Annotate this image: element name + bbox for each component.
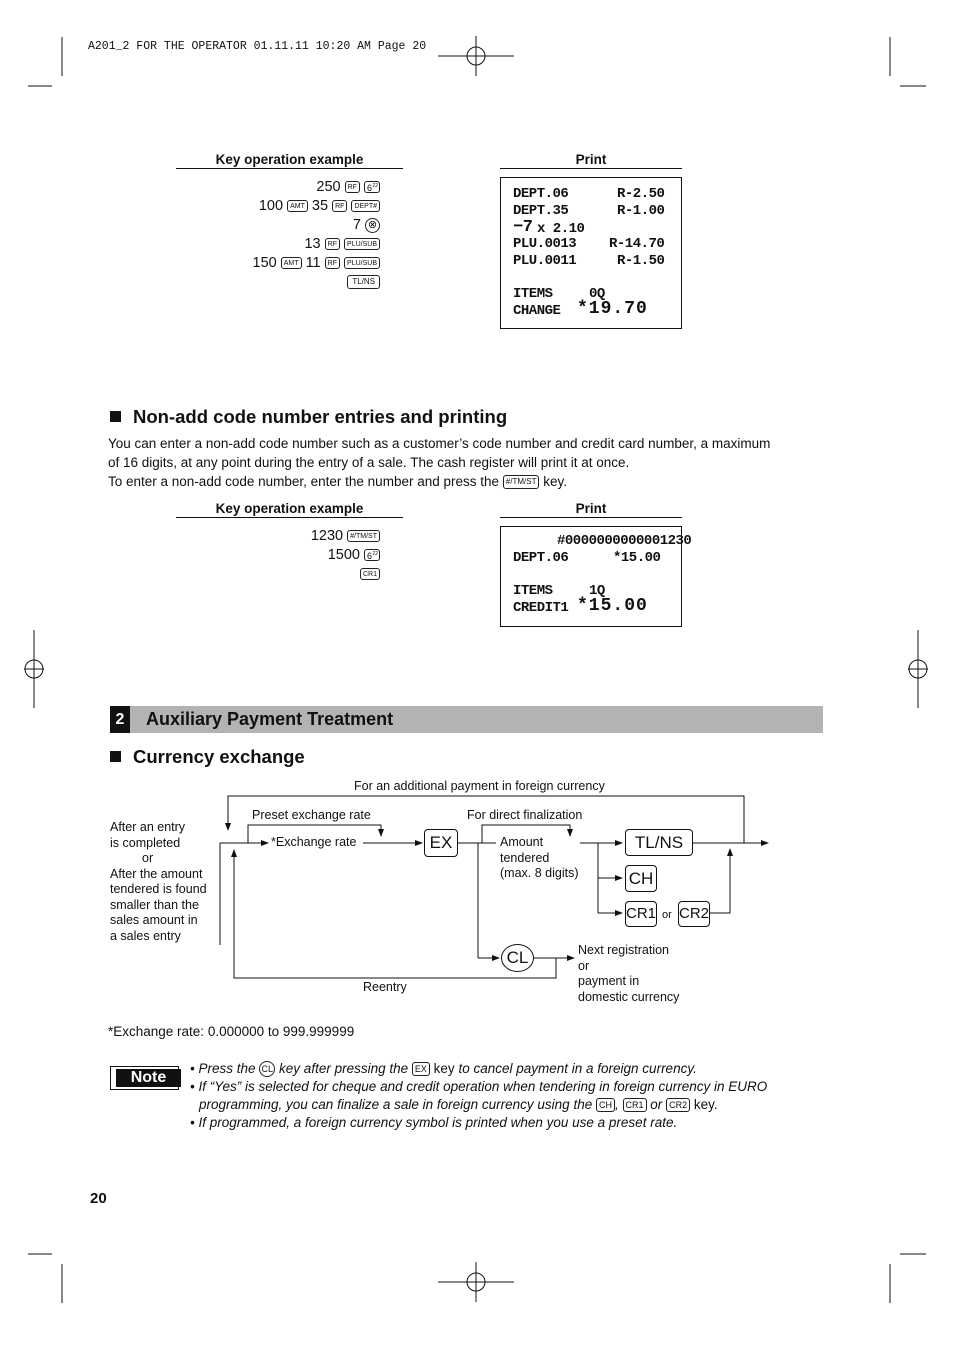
receipt-text: x 2.10	[537, 221, 585, 237]
receipt-text: ITEMS	[513, 583, 553, 599]
label-line: a sales entry	[110, 928, 181, 943]
dept-key: DEPT#	[351, 200, 380, 212]
ex-key: EX	[424, 829, 458, 857]
entry-number: 100	[258, 198, 284, 214]
entry-number: 11	[305, 255, 321, 271]
entry-number: 250	[316, 179, 341, 195]
note-text: or	[650, 1097, 663, 1112]
receipt-text: PLU.0013	[513, 236, 577, 252]
receipt-text: *15.00	[613, 550, 661, 566]
note-text: key after pressing the	[279, 1061, 409, 1076]
label-line: smaller than the	[110, 897, 199, 912]
paragraph-text: To enter a non-add code number, enter the number and press the	[108, 474, 500, 489]
receipt-text: 0Q	[589, 286, 605, 302]
label-line: tendered is found	[110, 882, 207, 896]
rf-key: RF	[325, 238, 340, 250]
label-line: Amount	[500, 835, 544, 849]
or-label: or	[662, 909, 672, 921]
receipt-text: CREDIT1	[513, 600, 569, 616]
cl-key-inline: CL	[259, 1061, 275, 1077]
cr1-key: CR1	[625, 901, 657, 927]
tm-st-key: #/TM/ST	[503, 475, 540, 489]
note-text: • Press the	[190, 1061, 256, 1076]
exchange-rate-footnote: *Exchange rate: 0.000000 to 999.999999	[108, 1024, 355, 1039]
note-label: Note	[116, 1069, 181, 1087]
page-number: 20	[90, 1190, 107, 1207]
receipt-total: *19.70	[577, 299, 648, 319]
label-line: (max. 8 digits)	[500, 866, 579, 880]
note-text: to cancel payment in a foreign currency.	[458, 1061, 697, 1076]
next-registration-label	[578, 943, 679, 1005]
receipt-text: CHANGE	[513, 303, 561, 319]
ex-key-inline: EX	[412, 1062, 430, 1076]
key-sup: 22	[372, 551, 378, 558]
amt-key: AMT	[287, 200, 308, 212]
tl-ns-key: TL/NS	[347, 275, 380, 289]
entry-number: 1230	[310, 528, 344, 544]
cr2-key: CR2	[678, 901, 710, 927]
note-list	[190, 1060, 767, 1132]
cr1-key: CR1	[360, 568, 380, 580]
entry-number: 7	[352, 217, 361, 233]
ch-key-inline: CH	[596, 1098, 615, 1112]
receipt-text: R-14.70	[609, 236, 665, 252]
receipt-text: 1Q	[589, 583, 605, 599]
amt-key: AMT	[281, 257, 302, 269]
note-text: programming, you can finalize a sale in foreign currency using the	[199, 1097, 593, 1112]
cr1-key-inline: CR1	[623, 1098, 647, 1112]
print-heading: Print	[500, 152, 682, 169]
section-title: Currency exchange	[133, 746, 305, 767]
key-operation-heading-2: Key operation example	[176, 501, 403, 518]
receipt-text: ITEMS	[513, 286, 553, 302]
label-line: payment in	[578, 974, 640, 988]
section-title-auxiliary: Auxiliary Payment Treatment	[146, 709, 394, 729]
tl-ns-key: TL/NS	[625, 829, 693, 856]
label-line: or	[578, 958, 590, 973]
entry-number: 13	[304, 236, 321, 252]
receipt-text: PLU.0011	[513, 253, 577, 269]
amount-tendered-label	[500, 835, 579, 882]
note-badge	[110, 1066, 179, 1090]
label-line: or	[142, 851, 154, 865]
receipt-text: DEPT.35	[513, 203, 569, 219]
receipt-text: R-2.50	[617, 186, 665, 202]
note-item-cont	[190, 1096, 767, 1114]
receipt-text: #0000000000001230	[557, 533, 692, 549]
paragraph-line: of 16 digits, at any point during the entry of a sale. The cash register will print it at once.	[108, 455, 630, 470]
receipt-total: *15.00	[577, 596, 648, 616]
print-heading-2: Print	[500, 501, 682, 518]
label-line: tendered	[500, 850, 550, 865]
direct-finalization-label: For direct finalization	[467, 808, 583, 822]
tm-st-key: #/TM/ST	[347, 530, 380, 542]
receipt-text: DEPT.06	[513, 186, 569, 202]
entry-number: 150	[252, 255, 277, 271]
entry-number: 1500	[327, 547, 360, 563]
preset-rate-label: Preset exchange rate	[252, 808, 371, 822]
label-line: After an entry	[110, 820, 186, 834]
additional-payment-label: For an additional payment in foreign currency	[354, 779, 605, 793]
label-line: After the amount	[110, 866, 203, 881]
multiply-key: ⊗	[365, 218, 380, 233]
cl-key: CL	[501, 944, 534, 972]
key-operation-heading: Key operation example	[176, 152, 403, 169]
plu-sub-key: PLU/SUB	[344, 257, 380, 269]
rf-key: RF	[332, 200, 347, 212]
cr2-key-inline: CR2	[666, 1098, 690, 1112]
paragraph-text: key.	[543, 474, 567, 489]
note-item: • If programmed, a foreign currency symbol is printed when you use a preset rate.	[190, 1115, 678, 1130]
note-text: key	[433, 1061, 455, 1076]
label-line: is completed	[110, 835, 181, 850]
exchange-rate-label: *Exchange rate	[271, 835, 357, 849]
note-text: key.	[693, 1097, 718, 1112]
rf-key: RF	[325, 257, 340, 269]
receipt-text: −7	[513, 218, 533, 237]
note-item	[190, 1060, 767, 1078]
plu-sub-key: PLU/SUB	[344, 238, 380, 250]
ch-key: CH	[625, 865, 657, 892]
receipt-text: DEPT.06	[513, 550, 569, 566]
after-entry-label	[110, 820, 207, 944]
rf-key: RF	[345, 181, 360, 193]
print-header: A201_2 FOR THE OPERATOR 01.11.11 10:20 AM Page 20	[88, 40, 427, 53]
note-item: • If “Yes” is selected for cheque and credit operation when tendering in foreign currency in EURO	[190, 1079, 768, 1094]
note-text: ,	[614, 1097, 619, 1112]
entry-number: 35	[311, 198, 329, 214]
label-line: Next registration	[578, 943, 670, 957]
reentry-label: Reentry	[363, 980, 407, 994]
key-label: 6	[367, 183, 373, 194]
section-number: 2	[110, 706, 130, 733]
receipt-text: R-1.50	[617, 253, 665, 269]
paragraph-line: You can enter a non-add code number such as a customer’s code number and credit card number, a maximum	[108, 436, 771, 451]
label-line: sales amount in	[110, 913, 198, 927]
receipt-text: R-1.00	[617, 203, 665, 219]
label-line: domestic currency	[578, 989, 680, 1004]
key-label: 6	[367, 551, 373, 562]
key-sup: 22	[372, 183, 378, 190]
section-title: Non-add code number entries and printing	[133, 406, 508, 427]
